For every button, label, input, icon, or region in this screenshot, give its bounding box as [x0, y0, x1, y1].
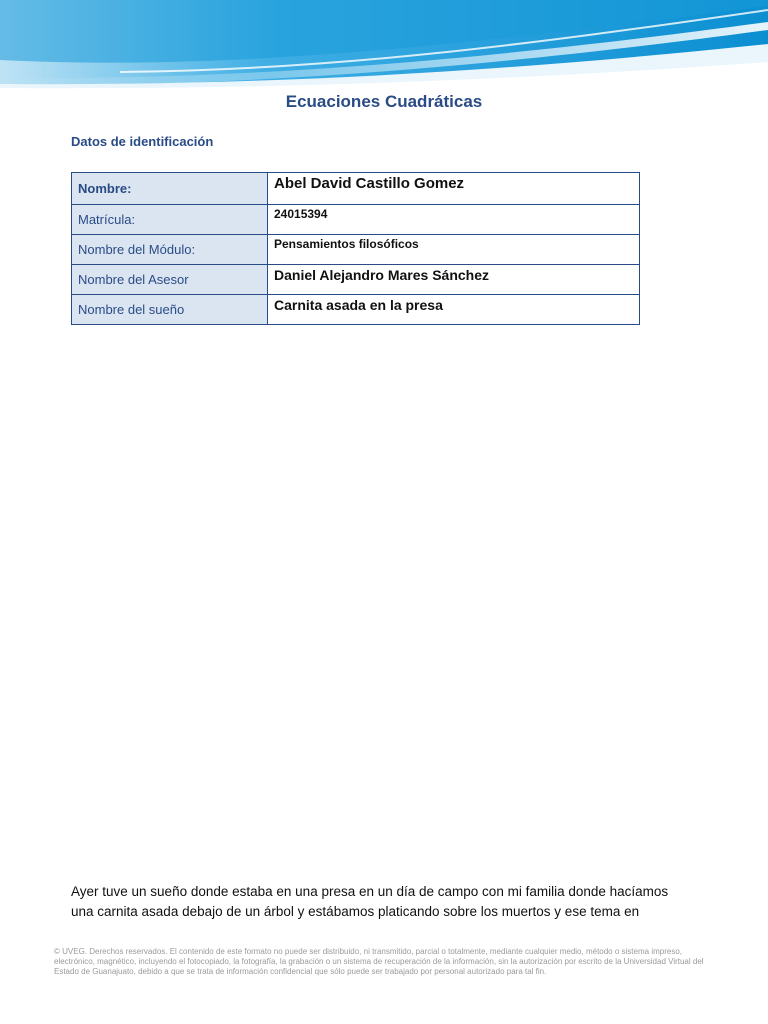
table-row	[72, 205, 640, 235]
row-value-modulo: Pensamientos filosóficos	[268, 235, 640, 265]
row-label-asesor: Nombre del Asesor	[72, 265, 268, 295]
document-title: Ecuaciones Cuadráticas	[285, 92, 483, 111]
narrative-line: una carnita asada debajo de un árbol y estábamos platicando sobre los muertos y ese tema en	[71, 904, 640, 919]
section-heading: Datos de identificación	[71, 134, 214, 149]
row-value-asesor: Daniel Alejandro Mares Sánchez	[268, 265, 640, 295]
row-label-nombre: Nombre:	[72, 173, 268, 205]
row-label-sueno: Nombre del sueño	[72, 295, 268, 325]
header-banner	[0, 0, 768, 96]
table-row	[72, 295, 640, 325]
row-value-sueno: Carnita asada en la presa	[268, 295, 640, 325]
row-label-matricula: Matrícula:	[72, 205, 268, 235]
table-row	[72, 173, 640, 205]
table-row	[72, 265, 640, 295]
row-value-nombre: Abel David Castillo Gomez	[268, 173, 640, 205]
row-label-modulo: Nombre del Módulo:	[72, 235, 268, 265]
row-value-matricula: 24015394	[268, 205, 640, 235]
table-row	[72, 235, 640, 265]
dream-narrative	[71, 882, 701, 922]
copyright-footer: © UVEG. Derechos reservados. El contenido de este formato no puede ser distribuido, ni transmitido, parcial o totalmente, mediante cualquier medio, método o sistema impreso, electrónico, magnético, incluyendo el fotocopiado, la fotografía, la grabación o un sistema de recuperación de la información, sin la autorización por escrito de la Universidad Virtual del Estado de Guanajuato, debido a que se trata de información confidencial que sólo puede ser trabajado por personal autorizado para tal fin.	[54, 947, 704, 976]
identification-table	[71, 172, 640, 325]
narrative-line: Ayer tuve un sueño donde estaba en una presa en un día de campo con mi familia donde hacíamos	[71, 884, 669, 899]
